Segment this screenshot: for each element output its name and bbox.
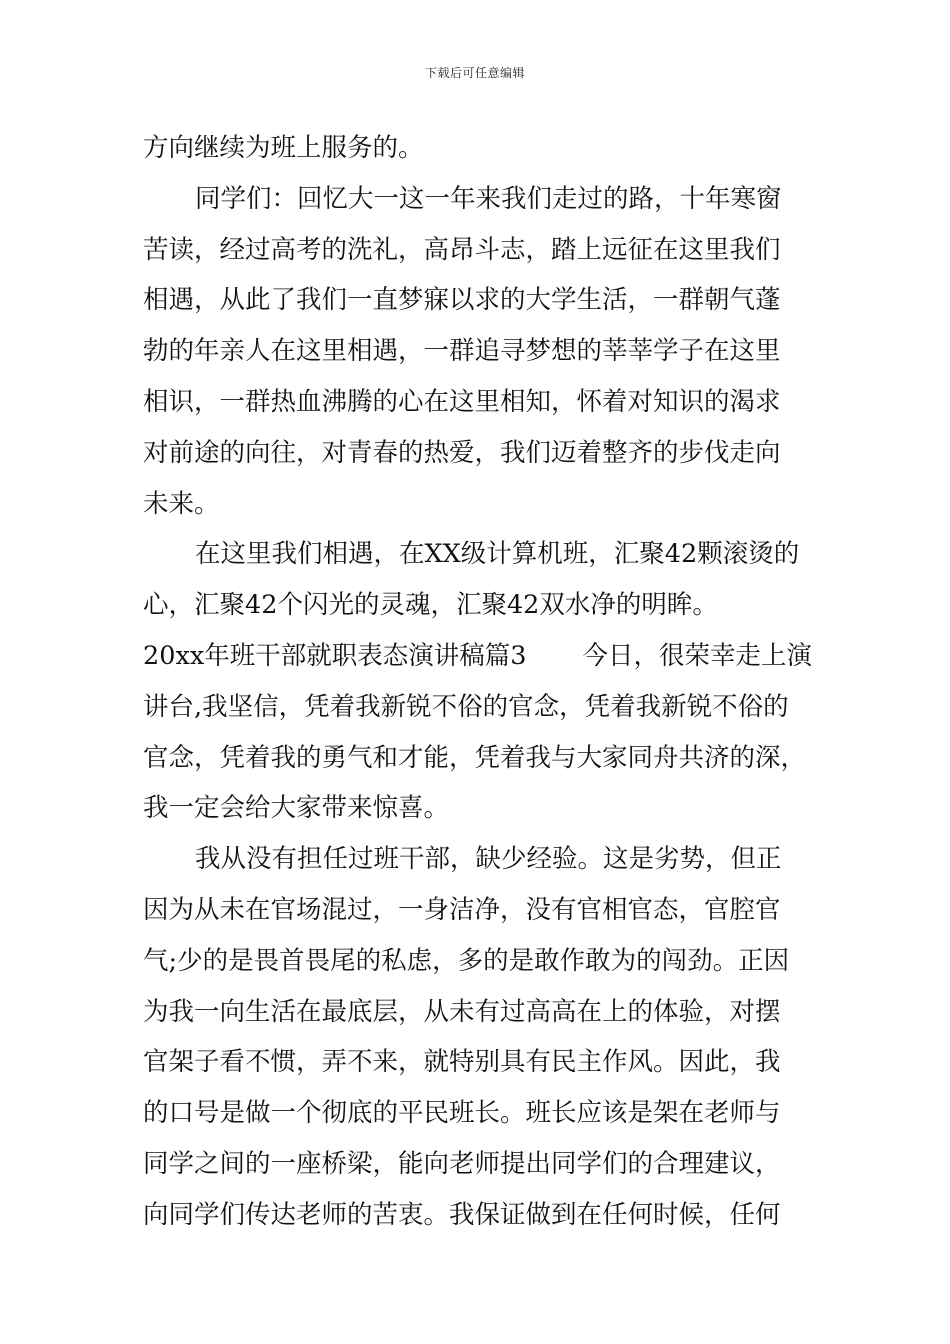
document-body bbox=[143, 130, 811, 1248]
text-line: 官念，凭着我的勇气和才能，凭着我与大家同舟共济的深， bbox=[143, 742, 807, 773]
text-line: 官架子看不惯，弄不来，就特别具有民主作风。因此，我 bbox=[143, 1047, 781, 1078]
text-line: 气;少的是畏首畏尾的私虑，多的是敢作敢为的闯劲。正因 bbox=[143, 945, 790, 976]
section-opening-text: 今日，很荣幸走上演 bbox=[582, 640, 812, 671]
text-line: 为我一向生活在最底层，从未有过高高在上的体验，对摆 bbox=[143, 996, 781, 1027]
text-line: 未来。 bbox=[143, 488, 220, 519]
text-line: 心，汇聚42个闪光的灵魂，汇聚42双水净的明眸。 bbox=[143, 590, 718, 621]
paragraph-start-line: 在这里我们相遇，在XX级计算机班，汇聚42颗滚烫的 bbox=[195, 539, 800, 570]
text-line: 方向继续为班上服务的。 bbox=[143, 133, 424, 163]
text-line: 的口号是做一个彻底的平民班长。班长应该是架在老师与 bbox=[143, 1098, 781, 1129]
section-title: 20xx年班干部就职表态演讲稿篇3 bbox=[143, 640, 527, 671]
text-line: 勃的年亲人在这里相遇，一群追寻梦想的莘莘学子在这里 bbox=[143, 336, 781, 367]
text-line: 讲台,我坚信，凭着我新锐不俗的官念，凭着我新锐不俗的 bbox=[143, 691, 789, 722]
paragraph-start-line: 同学们：回忆大一这一年来我们走过的路，十年寒窗 bbox=[195, 183, 782, 214]
text-line: 同学之间的一座桥梁，能向老师提出同学们的合理建议， bbox=[143, 1148, 781, 1179]
text-line: 因为从未在官场混过，一身洁净，没有官相官态，官腔官 bbox=[143, 894, 781, 925]
text-line: 向同学们传达老师的苦衷。我保证做到在任何时候，任何 bbox=[143, 1199, 781, 1230]
text-line: 我一定会给大家带来惊喜。 bbox=[143, 793, 450, 824]
text-line: 对前途的向往，对青春的热爱，我们迈着整齐的步伐走向 bbox=[143, 437, 781, 468]
section-title-line bbox=[143, 638, 811, 689]
text-line: 苦读，经过高考的洗礼，高昂斗志，踏上远征在这里我们 bbox=[143, 234, 781, 265]
paragraph-start-line: 我从没有担任过班干部，缺少经验。这是劣势，但正 bbox=[195, 844, 782, 875]
text-line: 相遇，从此了我们一直梦寐以求的大学生活，一群朝气蓬 bbox=[143, 285, 781, 316]
page-header-note: 下载后可任意编辑 bbox=[424, 66, 525, 80]
text-line: 相识，一群热血沸腾的心在这里相知，怀着对知识的渴求 bbox=[143, 386, 781, 417]
